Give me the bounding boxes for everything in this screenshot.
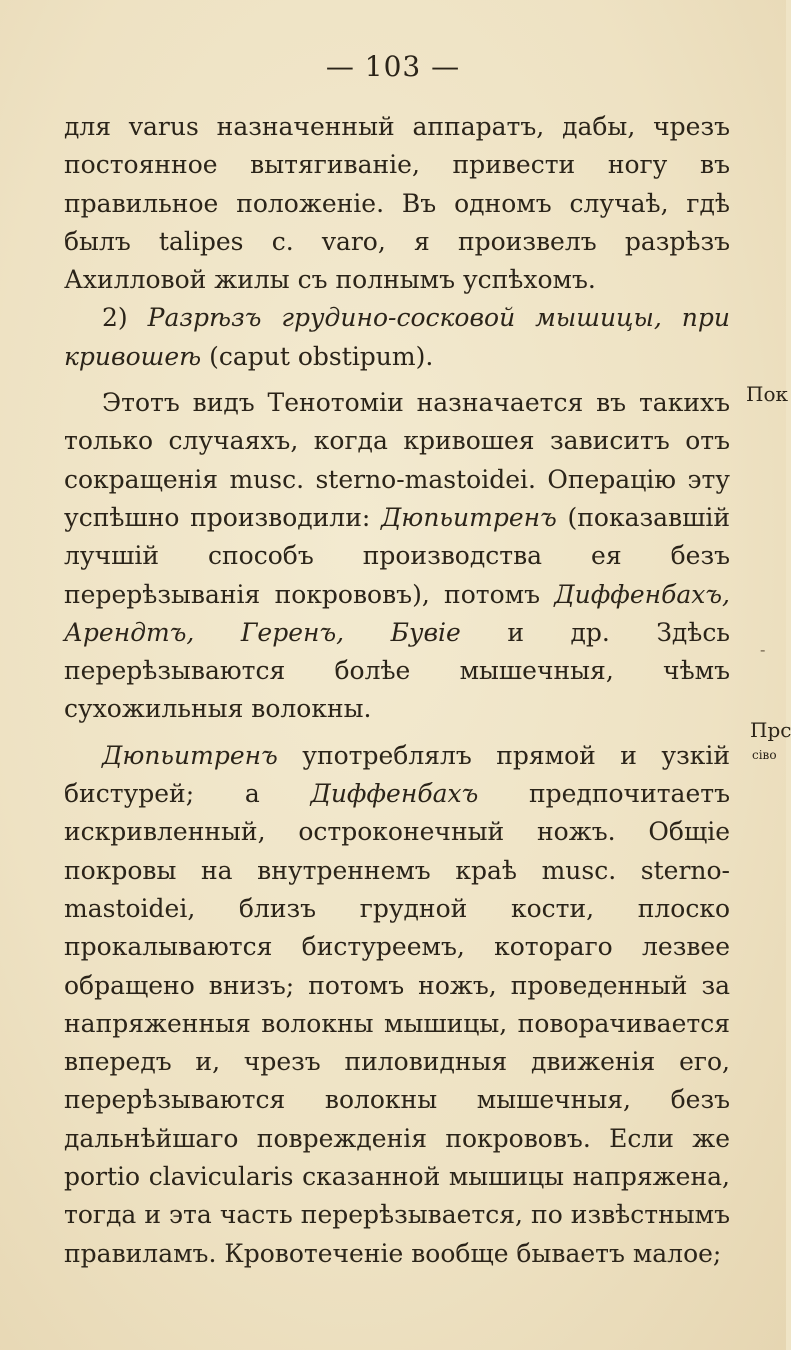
author-name: Дюпьитренъ bbox=[102, 740, 278, 770]
paragraph-tenotomy bbox=[64, 384, 730, 729]
author-names: Диффенбахъ, Арендтъ, Геренъ, Бувiе bbox=[64, 579, 730, 647]
text-segment: и др. Здѣсь перерѣзываются болѣе мышечныя, чѣмъ сухожильныя волокны. bbox=[64, 617, 730, 724]
page-edge-mark: - bbox=[760, 640, 766, 659]
page-number-header: — 103 — bbox=[325, 50, 461, 83]
section-number: 2) bbox=[102, 303, 128, 333]
author-name: Дюпьитренъ bbox=[380, 502, 557, 532]
paragraph-text: для varus назначенный аппаратъ, дабы, чрезъ постоянное вытягиванiе, привести ногу въ правильное положенiе. Въ одномъ случаѣ, гдѣ былъ talipes c. varo, я произвелъ разрѣзъ Ахилловой жилы съ полнымъ успѣхомъ. bbox=[64, 112, 730, 295]
text-segment: употреблялъ прямой и узкiй бистурей; а bbox=[64, 740, 730, 809]
section-title: Разрѣзъ грудино-сосковой мышицы, при кривошеѣ bbox=[64, 303, 730, 371]
body-text bbox=[64, 108, 730, 1273]
text-segment: (показавшiй лучшiй способъ производства ея безъ перерѣзыванiя покрововъ), потомъ bbox=[64, 502, 730, 609]
margin-note-adjacent-page: Прс bbox=[750, 718, 791, 742]
section-title-latin: (caput obstipum). bbox=[209, 341, 434, 371]
author-name: Диффенбахъ bbox=[310, 779, 479, 809]
margin-note-adjacent-page: сiво bbox=[752, 748, 777, 762]
margin-note-adjacent-page: Пок bbox=[746, 382, 788, 406]
text-segment: Этотъ видъ Тенотомiи назначается въ такихъ только случаяхъ, когда кривошея зависитъ отъ сокращенiя musc. sterno-mastoidei. Операцiю эту успѣшно производили: bbox=[64, 388, 730, 532]
paragraph-continuation bbox=[64, 108, 730, 299]
text-segment: предпочитаетъ искривленный, остроконечный ножъ. Общiе покровы на внутреннемъ краѣ musc. sterno-mastoidei, близъ грудной кости, плоско прокалываются бистуреемъ, котораго лезвее обращено внизъ; потомъ ножъ, проведенный за напряженныя волокны мышицы, поворачивается впередъ и, чрезъ пиловидныя движенiя его, перерѣзываются волокны мышечныя, безъ дальнѣйшаго поврежденiя покрововъ. Если же portio clavicularis сказанной мышицы напряжена, тогда и эта часть перерѣзывается, по извѣстнымъ правиламъ. Кровотеченiе вообще бываетъ малое; bbox=[64, 779, 730, 1268]
section-heading bbox=[64, 299, 730, 376]
paragraph-technique bbox=[64, 737, 730, 1273]
